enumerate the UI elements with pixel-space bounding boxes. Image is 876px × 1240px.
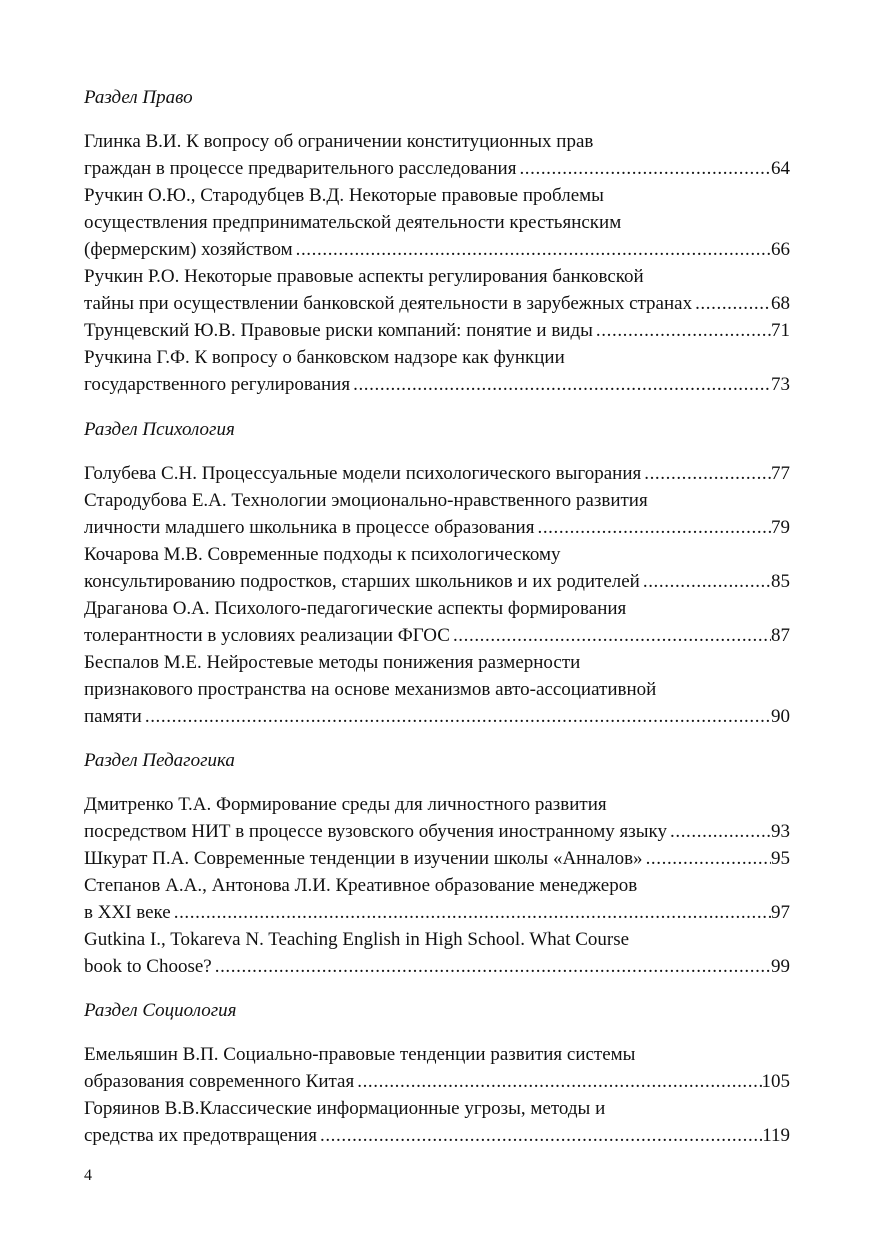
toc-entries bbox=[84, 128, 790, 398]
toc-entry-line: Дмитренко Т.А. Формирование среды для личностного развития bbox=[84, 794, 607, 815]
toc-entry-last-line bbox=[84, 514, 790, 541]
toc-page-number: 64 bbox=[771, 158, 790, 179]
dot-leader bbox=[534, 514, 771, 541]
toc-entries bbox=[84, 1041, 790, 1149]
toc-entry-last-line bbox=[84, 1122, 790, 1149]
toc-entry-text: толерантности в условиях реализации ФГОС bbox=[84, 625, 450, 646]
toc-section-psychology bbox=[84, 416, 790, 730]
toc-entry-line: Драганова О.А. Психолого-педагогические аспекты формирования bbox=[84, 598, 627, 619]
toc-entry-text: book to Choose? bbox=[84, 956, 212, 977]
dot-leader bbox=[593, 317, 771, 344]
toc-entry[interactable] bbox=[84, 263, 790, 317]
dot-leader bbox=[641, 460, 771, 487]
toc-entry[interactable] bbox=[84, 460, 790, 487]
dot-leader bbox=[293, 236, 771, 263]
toc-entry[interactable] bbox=[84, 872, 790, 926]
section-title: Раздел Педагогика bbox=[84, 750, 235, 771]
toc-entry-text: средства их предотвращения bbox=[84, 1125, 317, 1146]
toc-entry-text: Трунцевский Ю.В. Правовые риски компаний: понятие и виды bbox=[84, 320, 593, 341]
toc-entry-last-line bbox=[84, 460, 790, 487]
dot-leader bbox=[171, 899, 771, 926]
toc-entry-line: Глинка В.И. К вопросу об ограничении конституционных прав bbox=[84, 131, 594, 152]
toc-entry-last-line bbox=[84, 155, 790, 182]
toc-entry[interactable] bbox=[84, 128, 790, 182]
toc-page-number: 105 bbox=[761, 1071, 790, 1092]
toc-entry[interactable] bbox=[84, 926, 790, 980]
toc-entry-line: Горяинов В.В.Классические информационные угрозы, методы и bbox=[84, 1098, 606, 1119]
toc-entry-text: консультированию подростков, старших школьников и их родителей bbox=[84, 571, 640, 592]
dot-leader bbox=[212, 953, 771, 980]
toc-section-sociology bbox=[84, 997, 790, 1149]
toc-entry-last-line bbox=[84, 1068, 790, 1095]
toc-entry-last-line bbox=[84, 317, 790, 344]
dot-leader bbox=[350, 371, 771, 398]
toc-entry-last-line bbox=[84, 818, 790, 845]
dot-leader bbox=[692, 290, 771, 317]
toc-entry[interactable] bbox=[84, 845, 790, 872]
toc-page-number: 90 bbox=[771, 706, 790, 727]
toc-entry[interactable] bbox=[84, 649, 790, 730]
section-title: Раздел Социология bbox=[84, 1000, 237, 1021]
toc-entry-last-line bbox=[84, 899, 790, 926]
toc-page-number: 73 bbox=[771, 374, 790, 395]
toc-page-number: 79 bbox=[771, 517, 790, 538]
toc-entry-last-line bbox=[84, 568, 790, 595]
toc-entry-text: государственного регулирования bbox=[84, 374, 351, 395]
toc-entry-line: Ручкина Г.Ф. К вопросу о банковском надзоре как функции bbox=[84, 347, 565, 368]
toc-entry[interactable] bbox=[84, 317, 790, 344]
toc-page-number: 93 bbox=[771, 821, 790, 842]
toc-entry-line: Стародубова Е.А. Технологии эмоционально-нравственного развития bbox=[84, 490, 648, 511]
toc-entry-line: признакового пространства на основе механизмов авто-ассоциативной bbox=[84, 679, 657, 700]
page-number: 4 bbox=[84, 1167, 92, 1184]
toc-entry-last-line bbox=[84, 236, 790, 263]
toc-entry-text: Голубева С.Н. Процессуальные модели психологического выгорания bbox=[84, 463, 642, 484]
toc-entry-line: Ручкин О.Ю., Стародубцев В.Д. Некоторые правовые проблемы bbox=[84, 185, 604, 206]
toc-entry-line: осуществления предпринимательской деятельности крестьянским bbox=[84, 212, 622, 233]
toc-page-number: 97 bbox=[771, 902, 790, 923]
toc-entry[interactable] bbox=[84, 344, 790, 398]
toc-entry[interactable] bbox=[84, 1041, 790, 1095]
toc-entry[interactable] bbox=[84, 182, 790, 263]
toc-entry[interactable] bbox=[84, 487, 790, 541]
dot-leader bbox=[516, 155, 771, 182]
toc-section-law bbox=[84, 84, 790, 398]
toc-entry-last-line bbox=[84, 845, 790, 872]
dot-leader bbox=[640, 568, 771, 595]
section-title: Раздел Психология bbox=[84, 419, 235, 440]
toc-section-pedagogy bbox=[84, 747, 790, 980]
toc-entry-text: личности младшего школьника в процессе образования bbox=[84, 517, 535, 538]
toc-entry-line: Gutkina I., Tokareva N. Teaching English in High School. What Course bbox=[84, 929, 630, 950]
toc-entry-text: (фермерским) хозяйством bbox=[84, 239, 293, 260]
toc-entry-line: Кочарова М.В. Современные подходы к психологическому bbox=[84, 544, 561, 565]
toc-entry[interactable] bbox=[84, 1095, 790, 1149]
toc-entry-text: посредством НИТ в процессе вузовского обучения иностранному языку bbox=[84, 821, 667, 842]
toc-page-number: 99 bbox=[771, 956, 790, 977]
toc-entries bbox=[84, 460, 790, 730]
toc-page-number: 66 bbox=[771, 239, 790, 260]
toc-entry-text: памяти bbox=[84, 706, 142, 727]
toc-page-number: 85 bbox=[771, 571, 790, 592]
toc-entry-text: в XXI веке bbox=[84, 902, 171, 923]
toc-entry-last-line bbox=[84, 371, 790, 398]
toc-entry[interactable] bbox=[84, 595, 790, 649]
toc-entry-last-line bbox=[84, 622, 790, 649]
toc-entry[interactable] bbox=[84, 791, 790, 845]
toc-entry-text: образования современного Китая bbox=[84, 1071, 355, 1092]
toc-entry-line: Беспалов М.Е. Нейростевые методы понижения размерности bbox=[84, 652, 581, 673]
dot-leader bbox=[643, 845, 771, 872]
toc-entry-text: тайны при осуществлении банковской деятельности в зарубежных странах bbox=[84, 293, 693, 314]
toc-entry-line: Ручкин Р.О. Некоторые правовые аспекты регулирования банковской bbox=[84, 266, 644, 287]
toc-entry-last-line bbox=[84, 290, 790, 317]
toc-page-number: 71 bbox=[771, 320, 790, 341]
toc-page-number: 119 bbox=[762, 1125, 790, 1146]
dot-leader bbox=[667, 818, 771, 845]
toc-entry-last-line bbox=[84, 703, 790, 730]
toc-entry[interactable] bbox=[84, 541, 790, 595]
toc-page-number: 77 bbox=[771, 463, 790, 484]
section-title: Раздел Право bbox=[84, 87, 193, 108]
toc-entry-text: Шкурат П.А. Современные тенденции в изучении школы «Анналов» bbox=[84, 848, 643, 869]
toc-entry-line: Емельяшин В.П. Социально-правовые тенденции развития системы bbox=[84, 1044, 636, 1065]
dot-leader bbox=[317, 1122, 762, 1149]
toc-entry-line: Степанов А.А., Антонова Л.И. Креативное образование менеджеров bbox=[84, 875, 638, 896]
toc-entry-last-line bbox=[84, 953, 790, 980]
toc-page-number: 87 bbox=[771, 625, 790, 646]
toc-entry-text: граждан в процессе предварительного расследования bbox=[84, 158, 517, 179]
toc-entries bbox=[84, 791, 790, 980]
dot-leader bbox=[354, 1068, 761, 1095]
toc-page-number: 95 bbox=[771, 848, 790, 869]
dot-leader bbox=[142, 703, 771, 730]
dot-leader bbox=[450, 622, 771, 649]
toc-page-number: 68 bbox=[771, 293, 790, 314]
